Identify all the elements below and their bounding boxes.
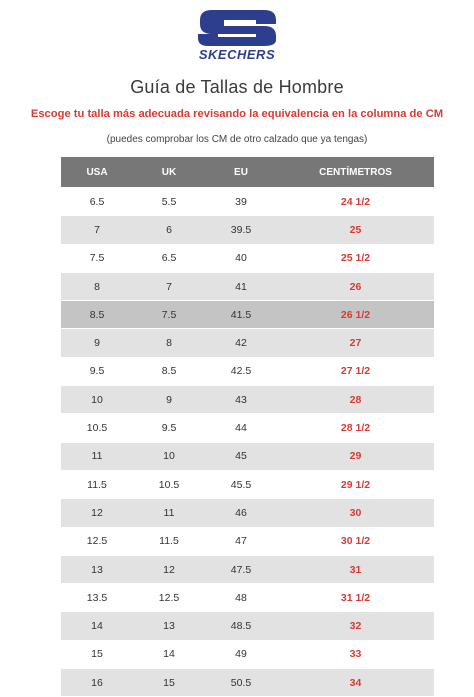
table-row xyxy=(61,244,434,272)
cell-eu: 48 xyxy=(205,584,277,612)
cell-usa: 10.5 xyxy=(61,414,133,442)
table-row xyxy=(61,442,434,470)
table-row xyxy=(61,555,434,583)
cell-eu: 43 xyxy=(205,386,277,414)
cell-usa: 15 xyxy=(61,640,133,668)
cell-usa: 8 xyxy=(61,272,133,300)
cell-cm: 25 1/2 xyxy=(277,244,434,272)
table-row xyxy=(61,470,434,498)
cell-uk: 14 xyxy=(133,640,205,668)
table-row xyxy=(61,612,434,640)
cell-usa: 9 xyxy=(61,329,133,357)
cell-cm: 32 xyxy=(277,612,434,640)
cell-cm: 24 1/2 xyxy=(277,188,434,216)
cell-eu: 40 xyxy=(205,244,277,272)
cell-eu: 42 xyxy=(205,329,277,357)
cell-cm: 30 xyxy=(277,499,434,527)
header-cm: CENTÍMETROS xyxy=(277,157,434,188)
table-row xyxy=(61,386,434,414)
table-header-row xyxy=(61,157,434,188)
table-row xyxy=(61,640,434,668)
table-row xyxy=(61,584,434,612)
table-body xyxy=(61,188,434,697)
cell-uk: 10.5 xyxy=(133,470,205,498)
cell-uk: 10 xyxy=(133,442,205,470)
cell-eu: 49 xyxy=(205,640,277,668)
cell-cm: 27 1/2 xyxy=(277,357,434,385)
header-eu: EU xyxy=(205,157,277,188)
table-row xyxy=(61,216,434,244)
cell-uk: 13 xyxy=(133,612,205,640)
cell-cm: 29 1/2 xyxy=(277,470,434,498)
table-row xyxy=(61,669,434,697)
cell-uk: 8.5 xyxy=(133,357,205,385)
cell-eu: 46 xyxy=(205,499,277,527)
cell-cm: 28 xyxy=(277,386,434,414)
size-guide-table xyxy=(61,157,434,696)
cell-usa: 11.5 xyxy=(61,470,133,498)
cell-uk: 15 xyxy=(133,669,205,697)
table-row xyxy=(61,272,434,300)
cell-uk: 7.5 xyxy=(133,301,205,329)
cell-eu: 39 xyxy=(205,188,277,216)
cell-cm: 29 xyxy=(277,442,434,470)
skechers-s-emblem-icon xyxy=(172,6,302,62)
cell-eu: 44 xyxy=(205,414,277,442)
cell-eu: 48.5 xyxy=(205,612,277,640)
header-usa: USA xyxy=(61,157,133,188)
table-row xyxy=(61,301,434,329)
cell-usa: 8.5 xyxy=(61,301,133,329)
cell-cm: 31 1/2 xyxy=(277,584,434,612)
cell-usa: 13.5 xyxy=(61,584,133,612)
table-row xyxy=(61,329,434,357)
header-uk: UK xyxy=(133,157,205,188)
cell-uk: 8 xyxy=(133,329,205,357)
cell-eu: 41 xyxy=(205,272,277,300)
cell-eu: 47 xyxy=(205,527,277,555)
cell-eu: 45.5 xyxy=(205,470,277,498)
cell-usa: 9.5 xyxy=(61,357,133,385)
cell-cm: 33 xyxy=(277,640,434,668)
cell-usa: 14 xyxy=(61,612,133,640)
cell-cm: 28 1/2 xyxy=(277,414,434,442)
cell-usa: 10 xyxy=(61,386,133,414)
cell-uk: 7 xyxy=(133,272,205,300)
table-row xyxy=(61,414,434,442)
cell-eu: 45 xyxy=(205,442,277,470)
cell-usa: 12.5 xyxy=(61,527,133,555)
cell-cm: 31 xyxy=(277,555,434,583)
table-row xyxy=(61,188,434,216)
skechers-logo xyxy=(0,6,474,64)
cell-usa: 16 xyxy=(61,669,133,697)
cell-usa: 7.5 xyxy=(61,244,133,272)
cell-uk: 12.5 xyxy=(133,584,205,612)
cell-uk: 9 xyxy=(133,386,205,414)
cell-usa: 11 xyxy=(61,442,133,470)
cell-cm: 34 xyxy=(277,669,434,697)
cell-uk: 6 xyxy=(133,216,205,244)
page-title: Guía de Tallas de Hombre xyxy=(130,77,344,97)
cell-cm: 26 xyxy=(277,272,434,300)
cell-eu: 39.5 xyxy=(205,216,277,244)
cell-usa: 6.5 xyxy=(61,188,133,216)
page-subtitle: Escoge tu talla más adecuada revisando la equivalencia en la columna de CM xyxy=(30,108,444,120)
cell-cm: 27 xyxy=(277,329,434,357)
logo-wordmark: SKECHERS xyxy=(198,47,276,62)
cell-eu: 50.5 xyxy=(205,669,277,697)
cell-cm: 26 1/2 xyxy=(277,301,434,329)
cell-usa: 7 xyxy=(61,216,133,244)
table-row xyxy=(61,499,434,527)
table-row xyxy=(61,527,434,555)
cell-eu: 47.5 xyxy=(205,555,277,583)
cell-uk: 5.5 xyxy=(133,188,205,216)
cell-uk: 9.5 xyxy=(133,414,205,442)
cell-cm: 30 1/2 xyxy=(277,527,434,555)
cell-usa: 12 xyxy=(61,499,133,527)
cell-usa: 13 xyxy=(61,555,133,583)
cell-eu: 42.5 xyxy=(205,357,277,385)
cell-eu: 41.5 xyxy=(205,301,277,329)
cell-uk: 11 xyxy=(133,499,205,527)
page-note: (puedes comprobar los CM de otro calzado que ya tengas) xyxy=(106,134,368,145)
cell-uk: 6.5 xyxy=(133,244,205,272)
table-row xyxy=(61,357,434,385)
cell-uk: 12 xyxy=(133,555,205,583)
cell-cm: 25 xyxy=(277,216,434,244)
cell-uk: 11.5 xyxy=(133,527,205,555)
